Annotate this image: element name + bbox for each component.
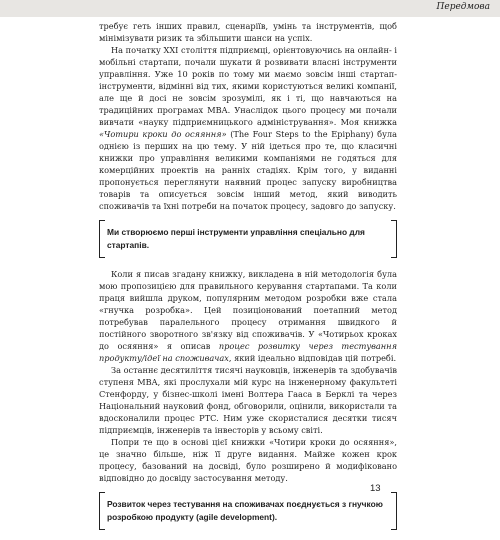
running-header <box>0 0 500 17</box>
paragraph-text: Попри те що в основі цієї книжки «Чотири кроки до осяяння», це значно більше, ніж її друге видання. Майже кожен крок процесу, базований на досвіді, було розширено й модифіковано відповідно до досвіду застосування методу. <box>99 437 397 483</box>
quote-bracket-left <box>99 492 105 530</box>
paragraph-text: , який ідеально відповідав цій потребі. <box>228 353 397 363</box>
running-header-title: Передмова <box>436 2 490 12</box>
paragraph-text: (The Four Steps to the Epiphany) була однією із перших на цю тему. У ній ідеться про те, що класичні книжки про управління великими компаніями не годяться для комерційних проектів на ранніх стадіях. Крім того, у виданні пропонується переглянути наявний процес запуску виробництва товарів та описується зовсім інший метод, який виводить споживачів та їхні потреби на початок процесу, задовго до запуску. <box>99 129 398 211</box>
pull-quote <box>99 492 397 530</box>
paragraph-text: На початку XXI століття підприємці, орієнтовуючись на онлайн- і мобільні стартапи, почали шукати й розвивати власні інструменти управління. Уже 10 років по тому ми маємо зовсім інші стартап-інструменти, відмінні від тих, якими користуються великі компанії, але ще й досі не зовсім зрозумілі, як і ті, що навчаються на традиційних програмах MBA. Унаслідок цього процесу ми почали вивчати «науку підприємницького адміністрування». Моя книжка <box>99 45 397 127</box>
pull-quote <box>99 220 397 258</box>
quote-bracket-left <box>99 220 105 258</box>
page-body <box>99 20 397 540</box>
paragraph <box>99 20 397 44</box>
emphasis-text: процес розвитку через тестування продукту/ідеї на споживачах <box>99 341 397 363</box>
paragraph <box>99 364 397 436</box>
paragraph <box>99 436 397 484</box>
paragraph <box>99 268 397 364</box>
quote-bracket-right <box>391 492 397 530</box>
page-number: 13 <box>370 483 381 494</box>
quote-bracket-right <box>391 220 397 258</box>
paragraph-text: требує геть інших правил, сценаріїв, умінь та інструментів, щоб мінімізувати ризик та збільшити шанси на успіх. <box>99 21 397 43</box>
pull-quote-text: Ми створюємо перші інструменти управління спеціально для стартапів. <box>107 227 365 250</box>
paragraph <box>99 44 397 212</box>
pull-quote-text: Розвиток через тестування на споживачах поєднується з гнучкою розробкою продукту (agile development). <box>107 499 383 522</box>
paragraph-text: За останнє десятиліття тисячі науковців, інженерів та здобувачів ступеня MBA, які прослухали мій курс на інженерному факультеті Стенфорду, у бізнес-школі імені Волтера Гааса в Берклі та через Національний науковий фонд, обговорили, оцінили, використали та вдосконалили процес PTC. Ним уже скористалися десятки тисяч підприємців, інженерів та інвесторів у всьому світі. <box>99 365 397 435</box>
book-title-emphasis: «Чотири кроки до осяяння» <box>99 129 227 139</box>
paragraph-text: Коли я писав згадану книжку, викладена в ній методологія була мою пропозицією для правильного керування стартапами. Та коли праця вийшла друком, популярним методом розробки вже стала «гнучка розробка». Цей позиціонований поетапний метод потребував паралельного процесу отримання швидкого й постійного зворотного зв'язку від споживачів. У «Чотирьох кроках до осяяння» я описав <box>99 269 397 351</box>
